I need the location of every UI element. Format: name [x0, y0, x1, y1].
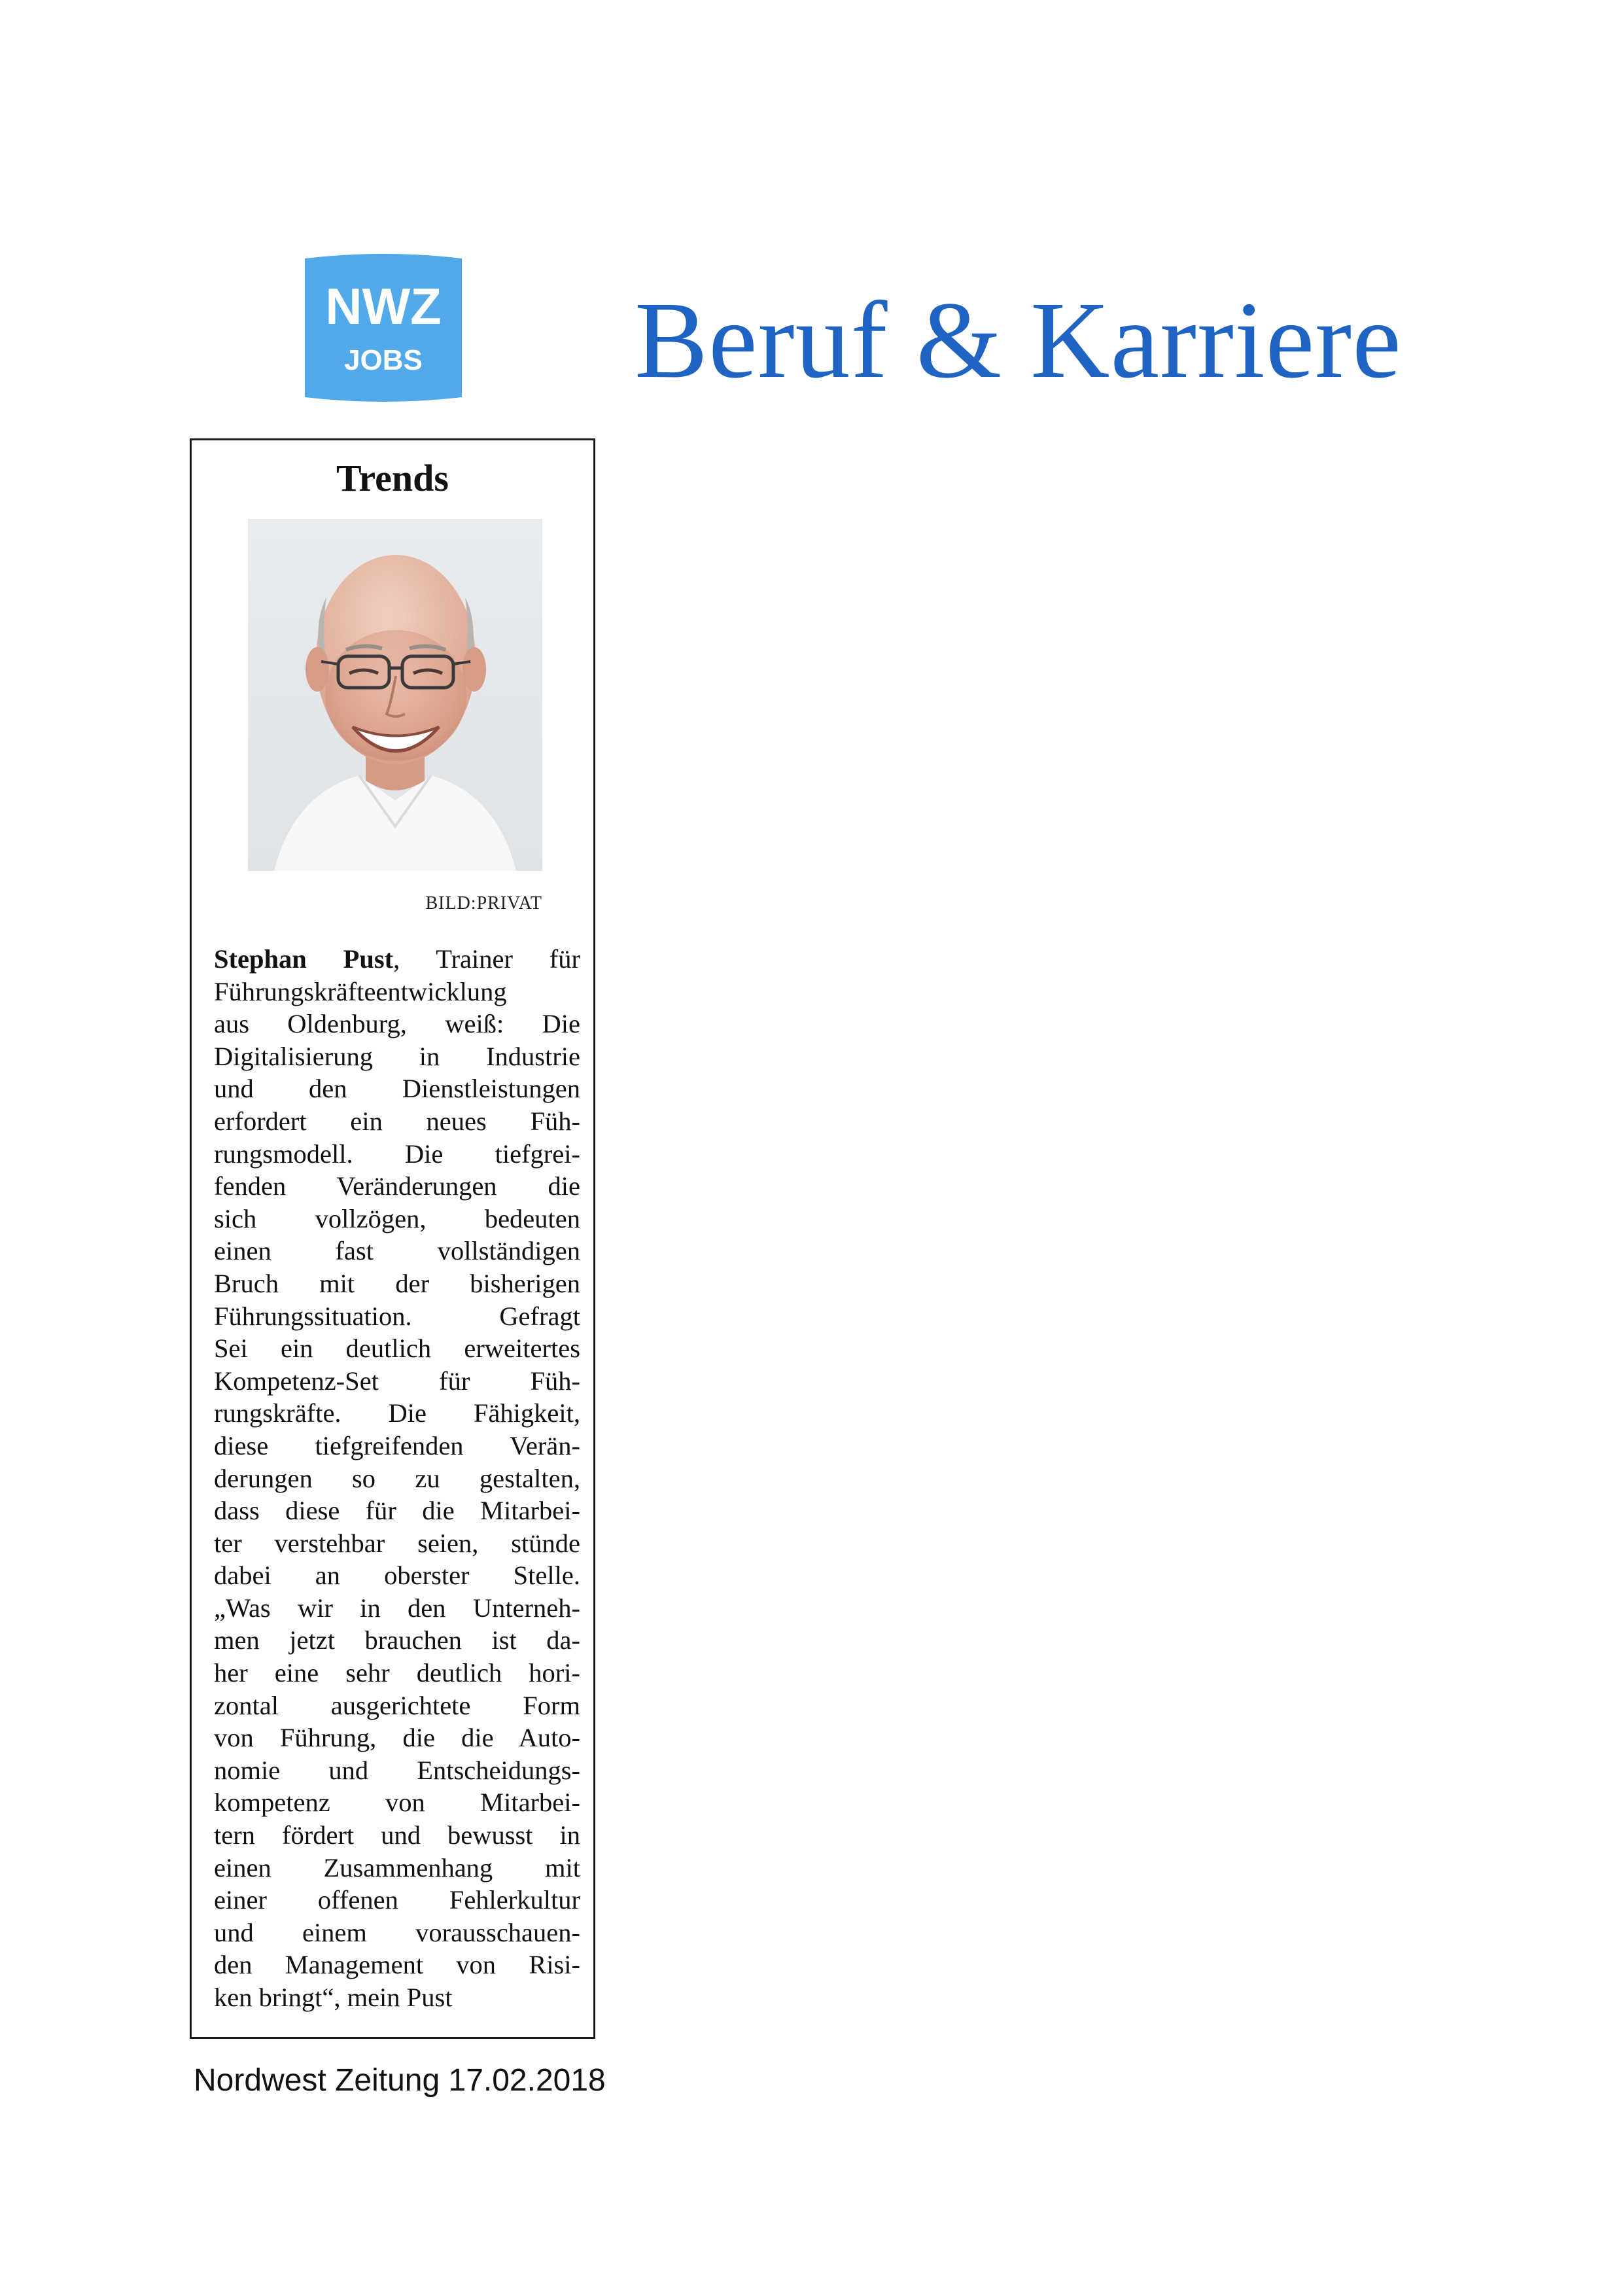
article-line: und einem vorausschauen- [214, 1917, 580, 1947]
section-title: Beruf & Karriere [635, 279, 1402, 401]
lead-text: , Trainer für [393, 944, 580, 974]
article-line: und den Dienstleistungen [214, 1074, 580, 1104]
logo-text-jobs: JOBS [344, 344, 423, 376]
article-line: Bruch mit der bisherigen [214, 1268, 580, 1298]
article-line: aus Oldenburg, weiß: Die [214, 1009, 580, 1039]
article-line: rungsmodell. Die tiefgrei- [214, 1139, 580, 1169]
article-line: tern fördert und bewusst in [214, 1820, 580, 1850]
article-line: ter verstehbar seien, stünde [214, 1528, 580, 1558]
article-line: dabei an oberster Stelle. [214, 1561, 580, 1591]
article-line: Führungssituation. Gefragt [214, 1301, 580, 1331]
photo-credit: BILD:PRIVAT [425, 893, 542, 913]
author-name: Stephan Pust [214, 944, 394, 974]
article-line: einer offenen Fehlerkultur [214, 1885, 580, 1915]
article-line [214, 943, 580, 976]
article-line: Kompetenz-Set für Füh- [214, 1366, 580, 1396]
article-line: Digitalisierung in Industrie [214, 1041, 580, 1071]
box-heading: Trends [336, 457, 449, 499]
article-line: sich vollzögen, bedeuten [214, 1203, 580, 1233]
article-body [214, 943, 580, 2014]
trends-box [190, 438, 595, 2039]
article-line: derungen so zu gestalten, [214, 1463, 580, 1493]
article-line: einen Zusammenhang mit [214, 1852, 580, 1882]
article-line: men jetzt brauchen ist da- [214, 1625, 580, 1655]
article-line: diese tiefgreifenden Verän- [214, 1430, 580, 1460]
article-line: nomie und Entscheidungs- [214, 1755, 580, 1785]
article-line: erfordert ein neues Füh- [214, 1106, 580, 1136]
article-line: Sei ein deutlich erweitertes [214, 1333, 580, 1364]
article-line: Führungskräfteentwicklung [214, 976, 507, 1006]
article-line: ken bringt“, mein Pust [214, 1983, 453, 2012]
article-line: her eine sehr deutlich hori- [214, 1658, 580, 1688]
article-line: von Führung, die die Auto- [214, 1723, 580, 1753]
source-citation: Nordwest Zeitung 17.02.2018 [194, 2063, 606, 2098]
portrait-photo [248, 519, 542, 871]
article-line: zontal ausgerichtete Form [214, 1690, 580, 1720]
article-line: einen fast vollständigen [214, 1236, 580, 1266]
article-line: dass diese für die Mitarbei- [214, 1496, 580, 1526]
article-line: fenden Veränderungen die [214, 1171, 580, 1201]
article-line: „Was wir in den Unterneh- [214, 1593, 580, 1623]
article-line: rungskräfte. Die Fähigkeit, [214, 1398, 580, 1428]
nwz-jobs-logo [305, 252, 462, 404]
logo-text-nwz: NWZ [325, 277, 442, 335]
article-line: kompetenz von Mitarbei- [214, 1788, 580, 1818]
article-line: den Management von Risi- [214, 1950, 580, 1980]
